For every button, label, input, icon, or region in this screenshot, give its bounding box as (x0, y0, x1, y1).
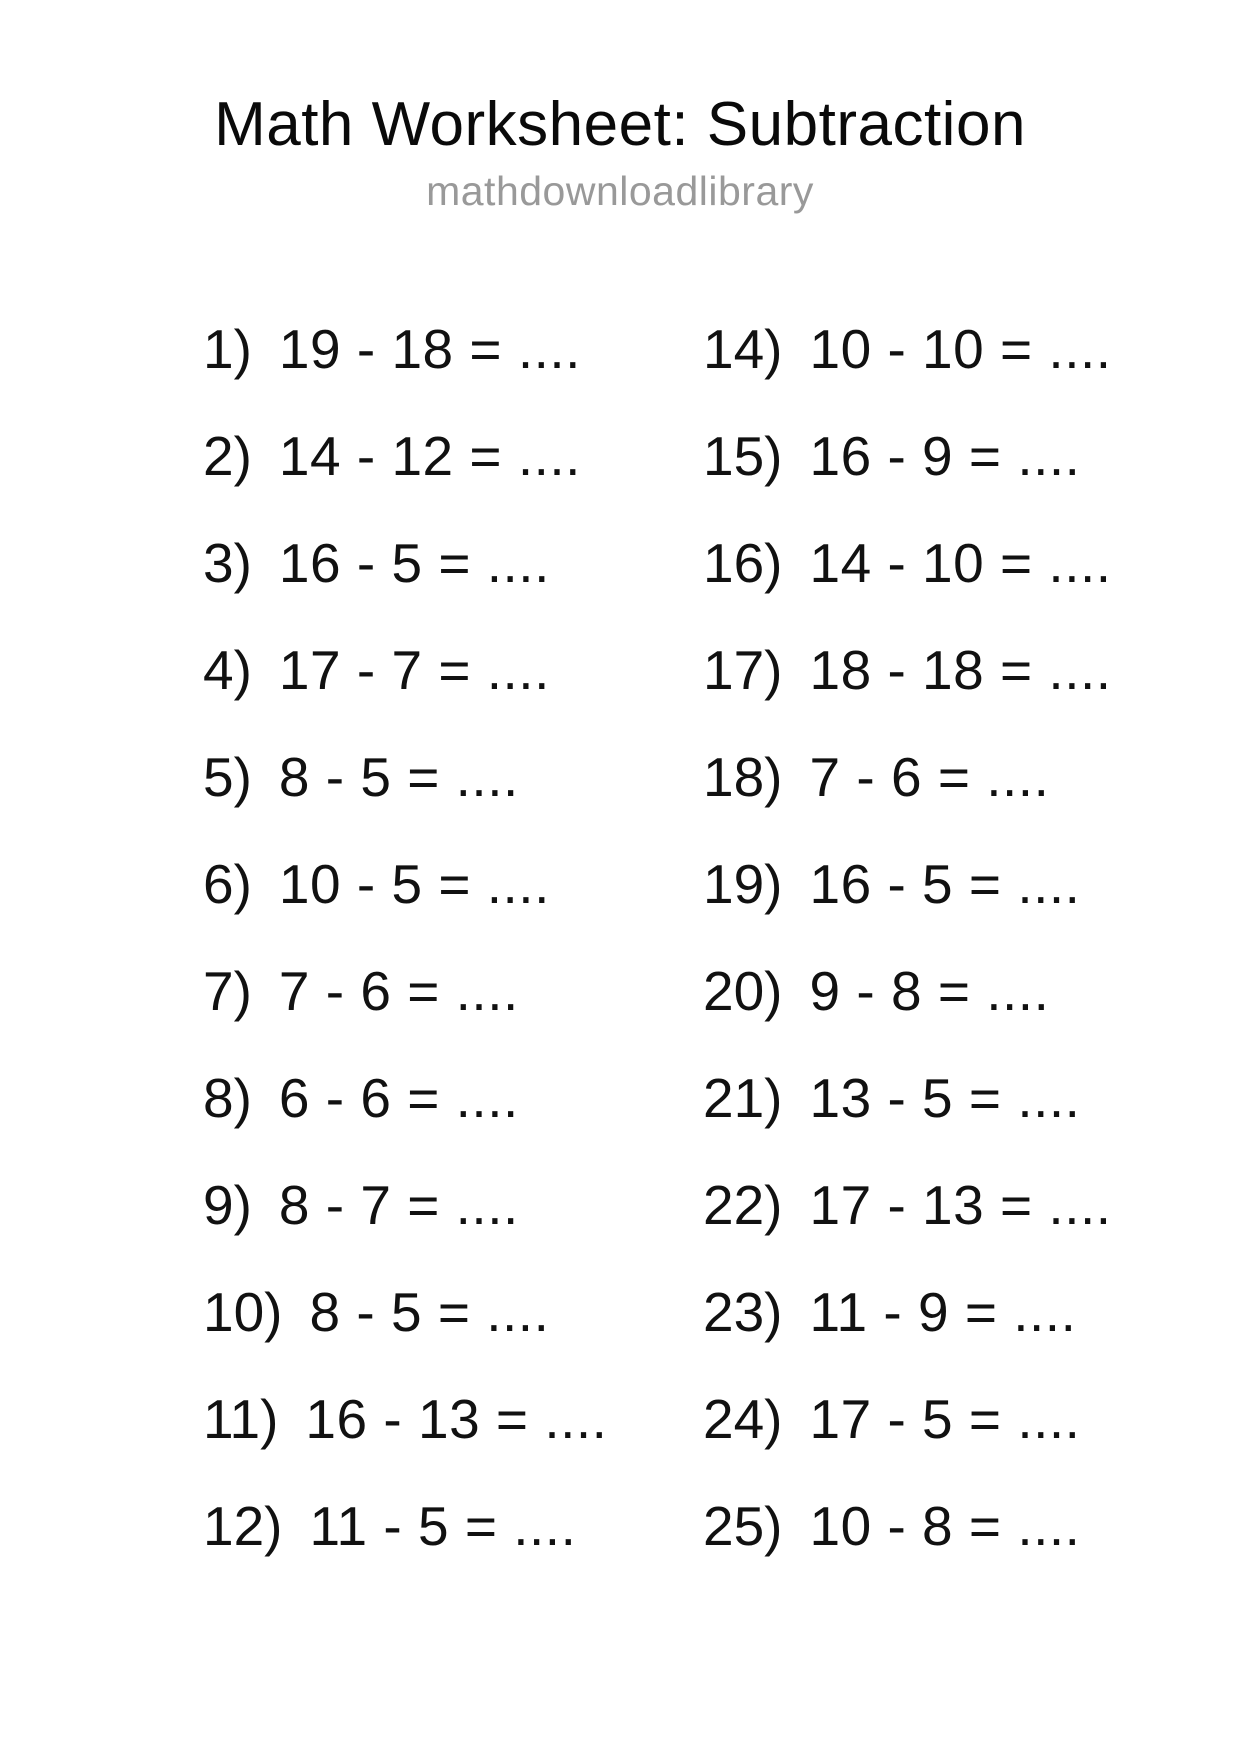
problem-number: 11) (203, 1388, 279, 1451)
problem-equation: 11 - 9 = .... (809, 1281, 1077, 1344)
problem-equation: 16 - 13 = .... (305, 1388, 608, 1451)
problem-equation: 6 - 6 = .... (278, 1067, 519, 1130)
worksheet-header (0, 0, 1240, 215)
problem-number: 4) (203, 639, 252, 702)
problem-equation: 8 - 5 = .... (278, 746, 519, 809)
problem-row (703, 853, 1203, 916)
problem-number: 8) (203, 1067, 252, 1130)
problem-row (703, 1067, 1203, 1130)
problem-number: 22) (703, 1174, 783, 1237)
problem-number: 6) (203, 853, 252, 916)
problem-equation: 14 - 10 = .... (809, 532, 1112, 595)
problem-row (203, 1388, 703, 1451)
problem-row (703, 746, 1203, 809)
problem-equation: 16 - 5 = .... (278, 532, 550, 595)
problem-number: 16) (703, 532, 783, 595)
problem-equation: 13 - 5 = .... (809, 1067, 1081, 1130)
problem-row (203, 1281, 703, 1344)
problem-number: 14) (703, 318, 783, 381)
problem-equation: 17 - 5 = .... (809, 1388, 1081, 1451)
problem-number: 17) (703, 639, 783, 702)
problem-equation: 10 - 5 = .... (278, 853, 550, 916)
problem-equation: 10 - 8 = .... (809, 1495, 1081, 1558)
problem-row (703, 960, 1203, 1023)
problem-number: 1) (203, 318, 252, 381)
problem-number: 23) (703, 1281, 783, 1344)
problem-equation: 19 - 18 = .... (278, 318, 581, 381)
problem-row (203, 318, 703, 381)
problem-number: 7) (203, 960, 252, 1023)
problem-row (203, 1495, 703, 1558)
problem-equation: 17 - 13 = .... (809, 1174, 1112, 1237)
problem-number: 5) (203, 746, 252, 809)
problems-grid (0, 318, 1240, 1605)
problem-equation: 7 - 6 = .... (809, 746, 1050, 809)
problem-number: 25) (703, 1495, 783, 1558)
problem-row (203, 1067, 703, 1130)
problem-row (203, 425, 703, 488)
problem-equation: 16 - 9 = .... (809, 425, 1081, 488)
problem-equation: 18 - 18 = .... (809, 639, 1112, 702)
problem-row (703, 425, 1203, 488)
problem-equation: 17 - 7 = .... (278, 639, 550, 702)
problem-number: 24) (703, 1388, 783, 1451)
problem-row (703, 532, 1203, 595)
problem-equation: 16 - 5 = .... (809, 853, 1081, 916)
page-subtitle: mathdownloadlibrary (426, 168, 814, 215)
problem-row (203, 853, 703, 916)
problem-row (703, 1388, 1203, 1451)
problem-equation: 10 - 10 = .... (809, 318, 1112, 381)
problem-row (203, 1174, 703, 1237)
problem-row (203, 746, 703, 809)
problem-number: 21) (703, 1067, 783, 1130)
problem-equation: 11 - 5 = .... (309, 1495, 577, 1558)
problem-number: 9) (203, 1174, 252, 1237)
problem-number: 10) (203, 1281, 283, 1344)
problem-number: 19) (703, 853, 783, 916)
problem-row (703, 639, 1203, 702)
problem-row (703, 1281, 1203, 1344)
problem-equation: 9 - 8 = .... (809, 960, 1050, 1023)
problem-row (203, 532, 703, 595)
problem-row (703, 1495, 1203, 1558)
problem-row (703, 1174, 1203, 1237)
problem-row (203, 960, 703, 1023)
problem-row (203, 639, 703, 702)
problems-column-right (703, 318, 1203, 1605)
problem-number: 15) (703, 425, 783, 488)
problem-number: 20) (703, 960, 783, 1023)
problems-column-left (203, 318, 703, 1605)
problem-equation: 14 - 12 = .... (278, 425, 581, 488)
problem-equation: 7 - 6 = .... (278, 960, 519, 1023)
problem-number: 2) (203, 425, 252, 488)
problem-equation: 8 - 7 = .... (278, 1174, 519, 1237)
page-title: Math Worksheet: Subtraction (214, 90, 1026, 159)
problem-number: 18) (703, 746, 783, 809)
problem-row (703, 318, 1203, 381)
problem-number: 3) (203, 532, 252, 595)
problem-equation: 8 - 5 = .... (309, 1281, 550, 1344)
problem-number: 12) (203, 1495, 283, 1558)
